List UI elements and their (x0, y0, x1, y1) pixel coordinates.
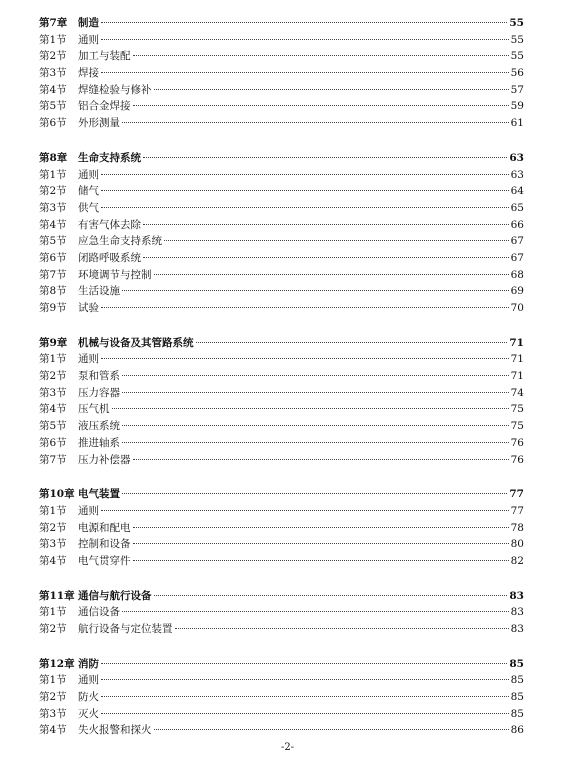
dot-leader (154, 274, 509, 275)
entry-number: 第8节 (39, 285, 67, 298)
section-entry[interactable] (39, 553, 524, 570)
dot-leader (175, 628, 509, 629)
entry-title: 电源和配电 (78, 521, 131, 534)
dot-leader (133, 527, 509, 528)
entry-title: 制造 (78, 17, 99, 29)
entry-title: 通则 (78, 353, 99, 366)
section-entry[interactable] (39, 520, 524, 537)
section-entry[interactable] (39, 351, 524, 368)
entry-title: 电气贯穿件 (78, 554, 131, 567)
entry-number: 第11章 (39, 589, 75, 602)
entry-page-number: 56 (510, 67, 524, 80)
entry-page-number: 66 (510, 218, 524, 231)
entry-number: 第2节 (39, 185, 67, 198)
entry-number: 第1节 (39, 353, 67, 366)
dot-leader (101, 510, 509, 511)
section-entry[interactable] (39, 418, 524, 435)
dot-leader (122, 611, 509, 612)
dot-leader (133, 105, 509, 106)
entry-title: 通则 (78, 674, 99, 687)
dot-leader (133, 459, 509, 460)
entry-number: 第2节 (39, 521, 67, 534)
entry-title: 有害气体去除 (78, 218, 141, 231)
entry-number: 第5节 (39, 235, 67, 248)
entry-title: 通信设备 (78, 606, 120, 619)
dot-leader (101, 663, 507, 664)
entry-title: 生活设施 (78, 285, 120, 298)
entry-page-number: 74 (510, 386, 524, 399)
dot-leader (154, 89, 509, 90)
entry-number: 第1节 (39, 168, 67, 181)
chapter-block (39, 588, 524, 638)
entry-title: 铝合金焊接 (78, 100, 131, 113)
entry-number: 第3节 (39, 386, 67, 399)
entry-title: 推进轴系 (78, 436, 120, 449)
entry-page-number: 57 (510, 83, 524, 96)
chapter-block (39, 486, 524, 569)
entry-page-number: 85 (509, 657, 524, 670)
dot-leader (133, 560, 509, 561)
entry-page-number: 85 (510, 691, 524, 704)
dot-leader (133, 55, 509, 56)
dot-leader (101, 39, 509, 40)
dot-leader (101, 22, 507, 23)
entry-title: 失火报警和探火 (78, 724, 152, 737)
entry-title: 焊接 (78, 67, 99, 80)
entry-page-number: 71 (510, 370, 524, 383)
section-entry[interactable] (39, 722, 524, 739)
entry-page-number: 76 (510, 436, 524, 449)
dot-leader (122, 425, 509, 426)
dot-leader (101, 696, 509, 697)
dot-leader (101, 358, 509, 359)
entry-number: 第8章 (39, 151, 68, 164)
entry-page-number: 83 (509, 589, 524, 602)
section-entry[interactable] (39, 621, 524, 638)
entry-number: 第6节 (39, 436, 67, 449)
entry-page-number: 65 (510, 201, 524, 214)
entry-number: 第12章 (39, 657, 75, 670)
entry-title: 消防 (78, 657, 99, 670)
dot-leader (154, 595, 508, 596)
dot-leader (122, 122, 509, 123)
entry-title: 外形测量 (78, 117, 120, 130)
section-entry[interactable] (39, 65, 524, 82)
section-entry[interactable] (39, 200, 524, 217)
entry-page-number: 55 (510, 50, 524, 63)
chapter-entry[interactable] (39, 588, 524, 605)
entry-title: 试验 (78, 302, 99, 314)
entry-page-number: 83 (510, 623, 524, 635)
entry-number: 第6节 (39, 251, 67, 264)
section-entry[interactable] (39, 401, 524, 418)
entry-title: 液压系统 (78, 420, 120, 433)
entry-title: 压力容器 (78, 386, 120, 399)
chapter-block (39, 656, 524, 739)
section-entry[interactable] (39, 385, 524, 402)
section-entry[interactable] (39, 503, 524, 520)
section-entry[interactable] (39, 48, 524, 65)
dot-leader (143, 157, 507, 158)
chapter-entry[interactable] (39, 335, 524, 352)
entry-title: 压气机 (78, 403, 110, 416)
entry-title: 储气 (78, 185, 99, 198)
dot-leader (122, 442, 509, 443)
dot-leader (101, 207, 509, 208)
page-number-footer: -2- (280, 742, 295, 753)
dot-leader (154, 729, 509, 730)
entry-page-number: 55 (509, 17, 524, 29)
entry-title: 控制和设备 (78, 538, 131, 551)
dot-leader (101, 713, 509, 714)
dot-leader (101, 174, 509, 175)
dot-leader (143, 224, 509, 225)
dot-leader (101, 679, 509, 680)
entry-page-number: 85 (510, 707, 524, 720)
entry-number: 第4节 (39, 554, 67, 567)
entry-title: 环境调节与控制 (78, 268, 152, 281)
section-entry[interactable] (39, 672, 524, 689)
entry-number: 第4节 (39, 724, 67, 737)
entry-title: 加工与装配 (78, 50, 131, 63)
entry-number: 第7节 (39, 453, 67, 466)
entry-page-number: 67 (510, 251, 524, 264)
entry-page-number: 63 (510, 168, 524, 181)
entry-page-number: 69 (510, 285, 524, 298)
entry-page-number: 71 (510, 353, 524, 366)
entry-number: 第7节 (39, 268, 67, 281)
entry-page-number: 75 (510, 403, 524, 416)
entry-number: 第3节 (39, 67, 67, 80)
entry-number: 第1节 (39, 33, 67, 46)
section-entry[interactable] (39, 689, 524, 706)
entry-page-number: 55 (510, 33, 524, 46)
section-entry[interactable] (39, 300, 524, 317)
entry-page-number: 77 (509, 488, 524, 501)
section-entry[interactable] (39, 706, 524, 723)
entry-title: 焊缝检验与修补 (78, 83, 152, 96)
entry-title: 泵和管系 (78, 370, 120, 383)
entry-number: 第2节 (39, 50, 67, 63)
entry-page-number: 80 (510, 538, 524, 551)
section-entry[interactable] (39, 167, 524, 184)
entry-page-number: 64 (510, 185, 524, 198)
section-entry[interactable] (39, 217, 524, 234)
section-entry[interactable] (39, 98, 524, 115)
entry-title: 机械与设备及其管路系统 (78, 336, 194, 349)
section-entry[interactable] (39, 435, 524, 452)
entry-number: 第5节 (39, 420, 67, 433)
dot-leader (196, 342, 508, 343)
entry-number: 第1节 (39, 674, 67, 687)
entry-number: 第6节 (39, 117, 67, 130)
entry-page-number: 67 (510, 235, 524, 248)
entry-page-number: 78 (510, 521, 524, 534)
dot-leader (122, 493, 507, 494)
chapter-block (39, 150, 524, 317)
table-of-contents (39, 15, 524, 757)
entry-number: 第7章 (39, 17, 68, 29)
section-entry[interactable] (39, 233, 524, 250)
entry-title: 闭路呼吸系统 (78, 251, 141, 264)
chapter-block (39, 335, 524, 469)
chapter-entry[interactable] (39, 656, 524, 673)
entry-page-number: 68 (510, 268, 524, 281)
chapter-entry[interactable] (39, 486, 524, 503)
entry-title: 应急生命支持系统 (78, 235, 162, 248)
entry-number: 第2节 (39, 370, 67, 383)
entry-number: 第3节 (39, 707, 67, 720)
entry-title: 电气装置 (78, 488, 120, 501)
entry-page-number: 70 (510, 302, 524, 314)
dot-leader (133, 543, 509, 544)
entry-title: 通则 (78, 33, 99, 46)
entry-number: 第9节 (39, 302, 67, 314)
entry-number: 第1节 (39, 606, 67, 619)
entry-page-number: 75 (510, 420, 524, 433)
entry-title: 灭火 (78, 707, 99, 720)
section-entry[interactable] (39, 115, 524, 132)
entry-title: 航行设备与定位装置 (78, 623, 173, 635)
entry-page-number: 71 (509, 336, 524, 349)
chapter-entry[interactable] (39, 15, 524, 32)
section-entry[interactable] (39, 604, 524, 621)
entry-number: 第1节 (39, 504, 67, 517)
entry-page-number: 82 (510, 554, 524, 567)
dot-leader (101, 190, 509, 191)
entry-number: 第4节 (39, 83, 67, 96)
entry-title: 生命支持系统 (78, 151, 141, 164)
section-entry[interactable] (39, 250, 524, 267)
entry-title: 通则 (78, 168, 99, 181)
section-entry[interactable] (39, 82, 524, 99)
entry-title: 压力补偿器 (78, 453, 131, 466)
section-entry[interactable] (39, 32, 524, 49)
entry-page-number: 63 (509, 151, 524, 164)
entry-title: 通则 (78, 504, 99, 517)
entry-number: 第4节 (39, 218, 67, 231)
entry-title: 供气 (78, 201, 99, 214)
section-entry[interactable] (39, 183, 524, 200)
dot-leader (101, 72, 509, 73)
chapter-block (39, 15, 524, 132)
section-entry[interactable] (39, 283, 524, 300)
entry-page-number: 86 (510, 724, 524, 737)
entry-number: 第3节 (39, 201, 67, 214)
entry-number: 第5节 (39, 100, 67, 113)
dot-leader (112, 408, 509, 409)
dot-leader (101, 307, 509, 308)
entry-page-number: 77 (510, 504, 524, 517)
dot-leader (164, 240, 509, 241)
entry-title: 防火 (78, 691, 99, 704)
entry-number: 第2节 (39, 691, 67, 704)
entry-page-number: 59 (510, 100, 524, 113)
entry-number: 第3节 (39, 538, 67, 551)
dot-leader (122, 392, 509, 393)
entry-page-number: 61 (510, 117, 524, 130)
entry-title: 通信与航行设备 (78, 589, 152, 602)
dot-leader (143, 257, 509, 258)
section-entry[interactable] (39, 452, 524, 469)
dot-leader (122, 290, 509, 291)
dot-leader (122, 375, 509, 376)
section-entry[interactable] (39, 536, 524, 553)
section-entry[interactable] (39, 267, 524, 284)
section-entry[interactable] (39, 368, 524, 385)
entry-number: 第10章 (39, 488, 75, 501)
entry-number: 第9章 (39, 336, 68, 349)
entry-page-number: 76 (510, 453, 524, 466)
entry-page-number: 85 (510, 674, 524, 687)
entry-number: 第2节 (39, 623, 67, 635)
entry-number: 第4节 (39, 403, 67, 416)
entry-page-number: 83 (510, 606, 524, 619)
chapter-entry[interactable] (39, 150, 524, 167)
